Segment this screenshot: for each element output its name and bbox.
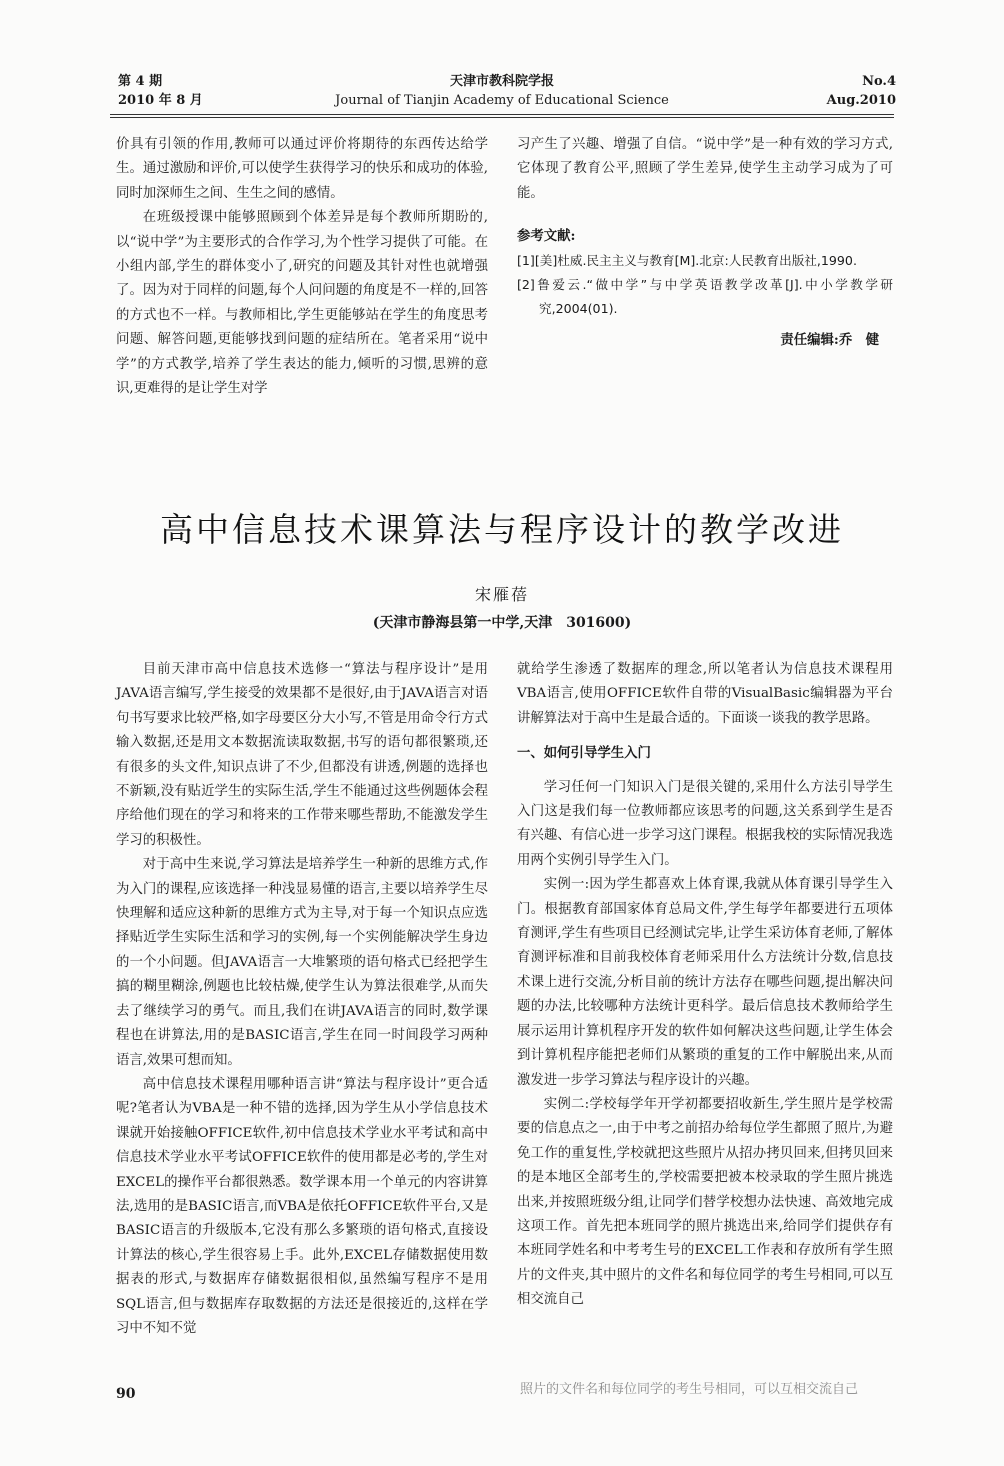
page-number: 90 xyxy=(116,1386,136,1402)
body-paragraph: 实例一:因为学生都喜欢上体育课,我就从体育课引导学生入门。根据教育部国家体育总局文件,学生每学年都要进行五项体育测评,学生有些项目已经测试完毕,让学生采访体育老师,了解体育测评标准和目前我校体育老师采用什么方法统计分数,信息技术课上进行交流,分析目前的统计方法存在哪些问题,提出解决问题的办法,比较哪种方法统计更科学。最后信息技术教师给学生展示运用计算机程序开发的软件如何解决这些问题,让学生体会到计算机程序能把老师们从繁琐的重复的工作中解脱出来,从而激发进一步学习算法与程序设计的兴趣。 xyxy=(517,877,893,1088)
body-paragraph: 高中信息技术课程用哪种语言讲“算法与程序设计”更合适呢?笔者认为VBA是一种不错的选择,因为学生从小学信息技术课就开始接触OFFICE软件,初中信息技术学业水平考试和高中信息技术学业水平考试OFFICE软件的使用都是必考的,学生对EXCEL的操作平台都很熟悉。数学课本用一个单元的内容讲算法,选用的是BASIC语言,而VBA是依托OFFICE软件平台,又是BASIC语言的升级版本,它没有那么多繁琐的语句格式,直接设计算法的核心,学生很容易上手。此外,EXCEL存储数据使用数据表的形式,与数据库存储数据很相似,虽然编写程序不是用SQL语言,但与数据库存取数据的方法还是很接近的,这样在学习中不知不觉 xyxy=(116,1076,488,1336)
reference-item: [1][美]杜威.民主主义与教育[M].北京:人民教育出版社,1990. xyxy=(517,252,857,268)
journal-name-cn: 天津市教科院学报 xyxy=(449,74,554,89)
reference-item: [2]鲁爱云.“做中学”与中学英语教学改革[J].中小学教学研究,2004(01). xyxy=(517,277,893,317)
body-paragraph: 对于高中生来说,学习算法是培养学生一种新的思维方式,作为入门的课程,应该选择一种浅显易懂的语言,主要以培养学生尽快理解和适应这种新的思维方式为主导,对于每一个知识点应选择贴近学生实际生活和学习的实例,每一个实例能解决学生身边的一个小问题。但JAVA语言一大堆繁琐的语句格式已经把学生搞的糊里糊涂,例题也比较枯燥,使学生认为算法很难学,从而失去了继续学习的勇气。而且,我们在讲JAVA语言的同时,数学课程也在讲算法,用的是BASIC语言,学生在同一时间段学习两种语言,效果可想而知。 xyxy=(116,857,488,1068)
body-paragraph: 目前天津市高中信息技术选修一“算法与程序设计”是用JAVA语言编写,学生接受的效果都不是很好,由于JAVA语言对语句书写要求比较严格,如字母要区分大小写,不管是用命令行方式输入数据,还是用文本数据流读取数据,书写的语句都很繁琐,还有很多的头文件,知识点讲了不少,但都没有讲透,例题的选择也不新颖,没有贴近学生的实际生活,学生不能通过这些例题体会程序给他们现在的学习和将来的工作带来哪些帮助,不能激发学生学习的积极性。 xyxy=(116,662,488,848)
journal-name xyxy=(300,72,704,110)
issue-info-cn xyxy=(118,72,203,110)
ocr-overlay-text: 照片的文件名和每位同学的考生号相同，可以互相交流自己 xyxy=(520,1382,859,1397)
article-title: 高中信息技术课算法与程序设计的教学改进 xyxy=(160,510,844,549)
journal-name-en: Journal of Tianjin Academy of Educational Science xyxy=(335,93,669,108)
issue-number-cn: 第 4 期 xyxy=(118,74,163,89)
header-rule xyxy=(110,114,894,115)
article-author: 宋雁蓓 xyxy=(474,585,529,604)
header-rule-thin xyxy=(110,117,894,118)
prev-article-column-right xyxy=(517,133,893,352)
responsible-editor: 责任编辑:乔 健 xyxy=(780,331,879,348)
issue-info-en xyxy=(827,72,896,110)
issue-number-en: No.4 xyxy=(862,74,896,89)
body-paragraph: 就给学生渗透了数据库的理念,所以笔者认为信息技术课程用VBA语言,使用OFFICE软件自带的VisualBasic编辑器为平台讲解算法对于高中生是最合适的。下面谈一谈我的教学思路。 xyxy=(517,662,893,726)
references-title: 参考文献: xyxy=(517,228,576,245)
prev-paragraph: 价具有引领的作用,教师可以通过评价将期待的东西传达给学生。通过激励和评价,可以使学生获得学习的快乐和成功的体验,同时加深师生之间、生生之间的感情。 xyxy=(116,137,488,201)
prev-article-column-left xyxy=(116,133,488,401)
article-column-right xyxy=(517,658,893,1313)
issue-date-cn: 2010 年 8 月 xyxy=(118,93,203,108)
section-heading: 一、如何引导学生入门 xyxy=(517,745,651,762)
prev-paragraph: 习产生了兴趣、增强了自信。“说中学”是一种有效的学习方式,它体现了教育公平,照顾了学生差异,使学生主动学习成为了可能。 xyxy=(517,137,893,201)
body-paragraph: 实例二:学校每学年开学初都要招收新生,学生照片是学校需要的信息点之一,由于中考之前招办给每位学生都照了照片,为避免工作的重复性,学校就把这些照片从招办拷贝回来,但拷贝回来的是本地区全部考生的,学校需要把被本校录取的学生照片挑选出来,并按照班级分组,让同学们替学校想办法快速、高效地完成这项工作。首先把本班同学的照片挑选出来,给同学们提供存有本班同学姓名和中考考生号的EXCEL工作表和存放所有学生照片的文件夹,其中照片的文件名和每位同学的考生号相同,可以互相交流自己 xyxy=(517,1096,893,1308)
article-column-left xyxy=(116,658,488,1341)
author-affiliation: (天津市静海县第一中学,天津 301600) xyxy=(372,615,632,631)
issue-date-en: Aug.2010 xyxy=(826,93,896,108)
body-paragraph: 学习任何一门知识入门是很关键的,采用什么方法引导学生入门这是我们每一位教师都应该思考的问题,这关系到学生是否有兴趣、有信心进一步学习这门课程。根据我校的实际情况我选用两个实例引导学生入门。 xyxy=(517,779,893,868)
prev-paragraph: 在班级授课中能够照顾到个体差异是每个教师所期盼的,以“说中学”为主要形式的合作学习,为个性学习提供了可能。在小组内部,学生的群体变小了,研究的问题及其针对性也就增强了。因为对于同样的问题,每个人问问题的角度是不一样的,回答的方式也不一样。与教师相比,学生更能够站在学生的角度思考问题、解答问题,更能够找到问题的症结所在。笔者采用“说中学”的方式教学,培养了学生表达的能力,倾听的习惯,思辨的意识,更难得的是让学生对学 xyxy=(116,210,488,397)
